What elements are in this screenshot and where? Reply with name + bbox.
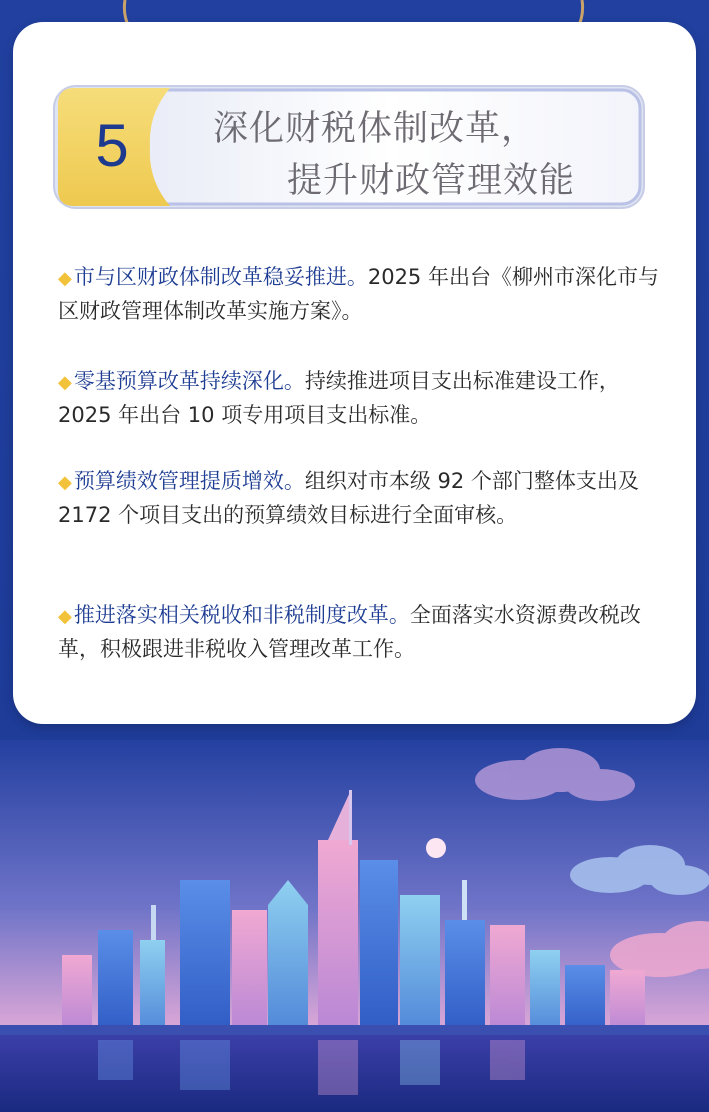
item-headline: 市与区财政体制改革稳妥推进。 [73, 265, 368, 289]
list-item [58, 465, 662, 531]
item-body: 组织对市本级 92 个部门整体支出及 2172 个项目支出的预算绩效目标进行全面审核。 [58, 469, 639, 527]
list-item [58, 365, 662, 431]
item-headline: 零基预算改革持续深化。 [73, 369, 305, 393]
diamond-bullet-icon: ◆ [58, 372, 72, 393]
item-headline: 预算绩效管理提质增效。 [73, 469, 305, 493]
diamond-bullet-icon: ◆ [58, 606, 72, 627]
section-number: 5 [95, 112, 129, 179]
list-item [58, 261, 662, 327]
diamond-bullet-icon: ◆ [58, 472, 72, 493]
diamond-bullet-icon: ◆ [58, 268, 72, 289]
item-body: 全面落实水资源费改税改革，积极跟进非税收入管理改革工作。 [58, 603, 641, 661]
item-body: 持续推进项目支出标准建设工作，2025 年出台 10 项专用项目支出标准。 [58, 369, 620, 427]
section-title-line-2: 提升财政管理效能 [287, 161, 576, 201]
item-body: 2025 年出台《柳州市深化市与区财政管理体制改革实施方案》。 [58, 265, 659, 323]
city-skyline-illustration [0, 740, 709, 1112]
section-title-line-1: 深化财税体制改革， [213, 109, 538, 149]
list-item [58, 599, 662, 665]
item-headline: 推进落实相关税收和非税制度改革。 [73, 603, 410, 627]
